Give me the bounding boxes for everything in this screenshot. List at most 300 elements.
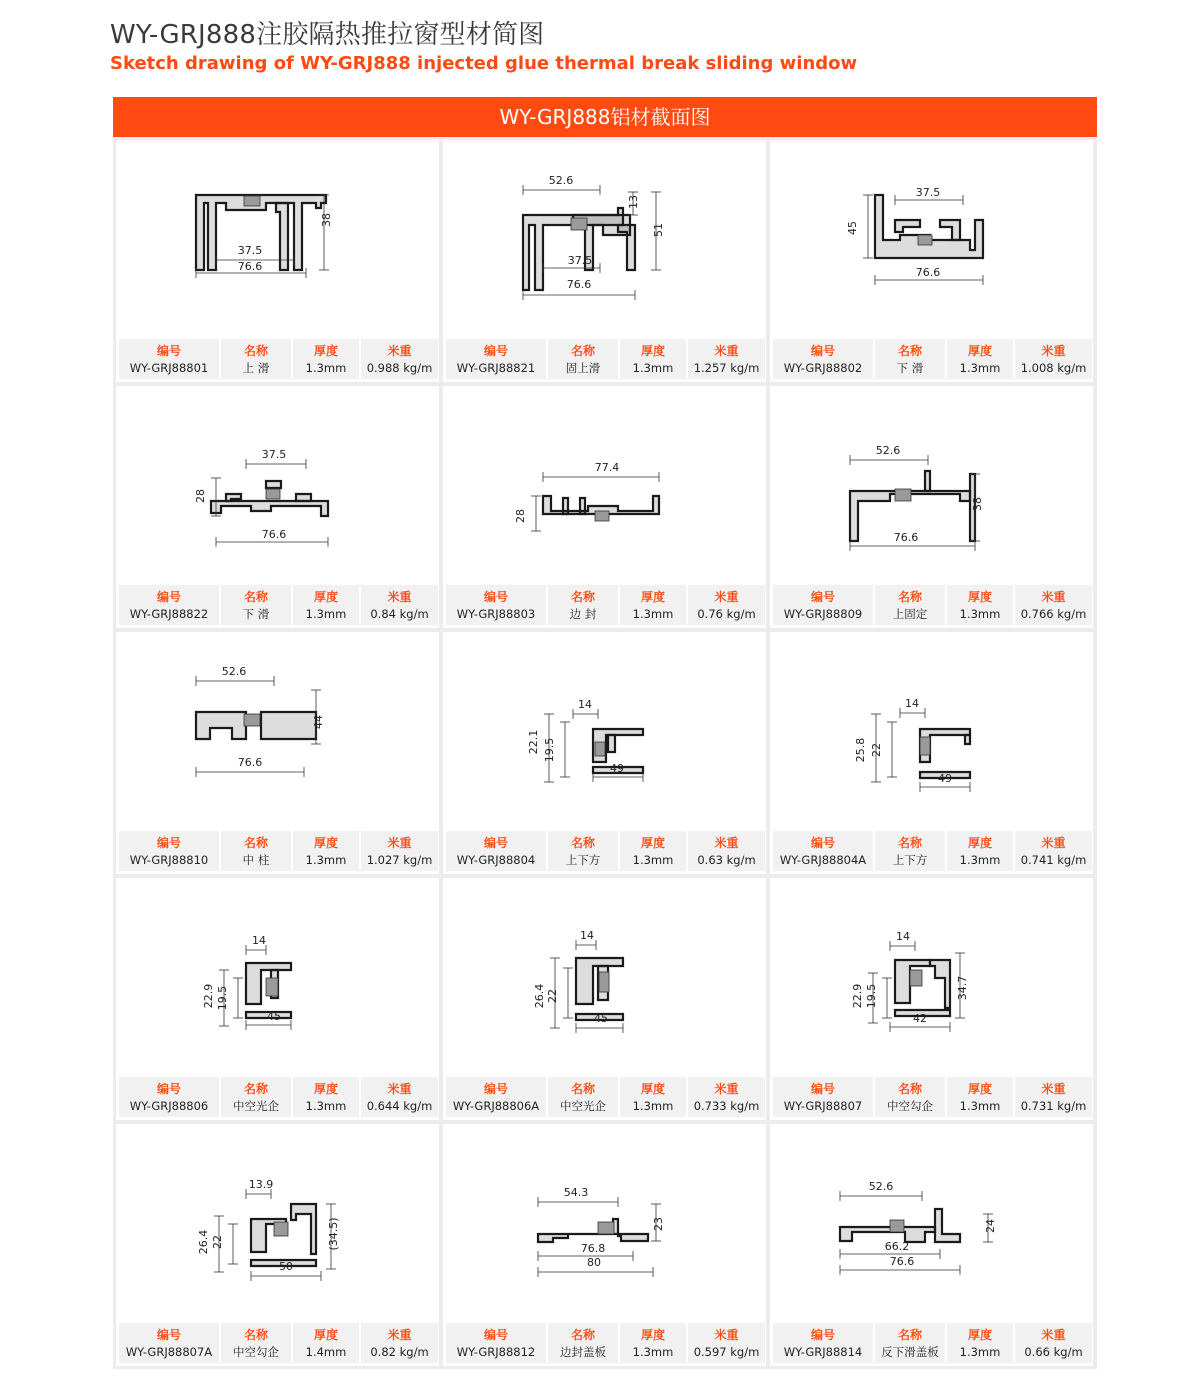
dimension-line	[196, 756, 304, 777]
spec-name	[875, 339, 945, 379]
dimension-label: 76.6	[889, 1255, 915, 1268]
dimension-label: 28	[194, 489, 207, 503]
spec-code-value: WY-GRJ88812	[456, 1345, 536, 1359]
profile-card	[116, 632, 439, 874]
dimension-label: (34.5)	[327, 1217, 340, 1251]
spec-weight-label: 米重	[714, 836, 739, 850]
dimension-label: 54.3	[563, 1186, 589, 1199]
spec-code-label: 编号	[156, 590, 181, 604]
dimension-label: 22	[546, 989, 559, 1003]
profile-section-svg	[443, 632, 766, 828]
profile-drawing	[443, 386, 766, 582]
spec-code-label: 编号	[483, 344, 508, 358]
spec-name-value: 固上滑	[565, 361, 601, 375]
spec-weight-value: 0.733 kg/m	[693, 1099, 760, 1113]
spec-name	[875, 1077, 945, 1117]
spec-name-value: 下 滑	[896, 361, 924, 375]
spec-code-value: WY-GRJ88806	[129, 1099, 209, 1113]
dimension-line	[895, 186, 963, 205]
spec-thickness	[947, 1323, 1013, 1363]
spec-weight	[361, 339, 438, 379]
dimension-line	[523, 174, 600, 195]
profile-shape	[211, 501, 328, 516]
spec-name-label: 名称	[570, 836, 595, 850]
spec-name	[548, 1323, 618, 1363]
dimension-label: 49	[610, 762, 624, 775]
insulation-strip	[920, 737, 930, 755]
dimension-label: 14	[905, 697, 919, 710]
spec-thickness-value: 1.3mm	[305, 607, 347, 621]
spec-code-value: WY-GRJ88814	[783, 1345, 863, 1359]
insulation-strip	[595, 742, 605, 756]
dimension-label: 52.6	[875, 444, 901, 457]
spec-weight-label: 米重	[387, 836, 412, 850]
dimension-label: 38	[320, 213, 333, 227]
spec-thickness-value: 1.4mm	[305, 1345, 347, 1359]
dimension-line	[216, 528, 328, 547]
dimension-label: 28	[514, 509, 527, 523]
profile-drawing	[443, 632, 766, 828]
profile-card	[116, 1124, 439, 1366]
spec-name-value: 上固定	[892, 607, 928, 621]
spec-thickness	[947, 1077, 1013, 1117]
spec-weight-label: 米重	[1041, 590, 1066, 604]
dimension-line	[955, 953, 969, 1018]
dimension-line	[875, 266, 983, 285]
spec-code-value: WY-GRJ88821	[456, 361, 536, 375]
dimension-line	[627, 192, 640, 215]
spec-thickness	[947, 585, 1013, 625]
spec-weight-label: 米重	[714, 1082, 739, 1096]
dimension-line	[211, 1224, 238, 1264]
profile-shape	[930, 960, 950, 1008]
profile-section-svg	[443, 1124, 766, 1320]
spec-thickness-label: 厚度	[967, 1328, 992, 1342]
profile-card	[770, 632, 1093, 874]
spec-name-value: 中 柱	[242, 853, 270, 867]
spec-thickness-value: 1.3mm	[305, 361, 347, 375]
dimension-line	[850, 531, 975, 551]
spec-name	[548, 339, 618, 379]
dimension-line	[651, 1204, 665, 1241]
dimension-label: 76.8	[580, 1242, 606, 1255]
profile-panel	[113, 97, 1097, 1369]
spec-weight-label: 米重	[714, 590, 739, 604]
spec-thickness-value: 1.3mm	[959, 853, 1001, 867]
profile-card	[116, 140, 439, 382]
spec-name-value: 下 滑	[242, 607, 270, 621]
spec-code-value: WY-GRJ88803	[456, 607, 536, 621]
spec-code	[773, 585, 873, 625]
spec-name-label: 名称	[243, 344, 268, 358]
dimension-label: 22	[870, 743, 883, 757]
spec-code	[446, 1077, 546, 1117]
dimension-line	[865, 978, 892, 1018]
spec-weight	[361, 831, 438, 871]
spec-name-value: 边 封	[569, 607, 597, 621]
spec-code-value: WY-GRJ88802	[783, 361, 863, 375]
dimension-line	[546, 968, 573, 1018]
dimension-label: 76.6	[237, 260, 263, 273]
dimension-label: 13	[627, 195, 640, 209]
dimension-label: 37.5	[915, 186, 941, 199]
profile-drawing	[770, 386, 1093, 582]
profile-section-svg	[116, 632, 439, 828]
dimension-line	[246, 934, 266, 955]
spec-table	[446, 339, 763, 379]
spec-weight-value: 0.741 kg/m	[1020, 853, 1087, 867]
spec-name-value: 边封盖板	[560, 1345, 606, 1359]
spec-weight	[361, 1077, 438, 1117]
spec-weight	[688, 1323, 765, 1363]
profile-shape	[261, 712, 316, 739]
insulation-strip	[244, 196, 260, 206]
profile-drawing	[770, 878, 1093, 1074]
spec-weight-value: 0.597 kg/m	[693, 1345, 760, 1359]
spec-table	[119, 831, 436, 871]
spec-thickness-value: 1.3mm	[959, 1345, 1001, 1359]
dimension-line	[538, 1242, 633, 1261]
spec-weight-value: 0.731 kg/m	[1020, 1099, 1087, 1113]
profile-card	[770, 386, 1093, 628]
dimension-line	[246, 1178, 273, 1199]
spec-name-value: 上下方	[892, 853, 928, 867]
spec-thickness-label: 厚度	[313, 590, 338, 604]
spec-weight-value: 0.988 kg/m	[366, 361, 433, 375]
spec-name	[221, 831, 291, 871]
profile-section-svg	[116, 386, 439, 582]
spec-code-label: 编号	[483, 1082, 508, 1096]
spec-code-label: 编号	[810, 590, 835, 604]
dimension-label: 76.6	[237, 756, 263, 769]
dimension-line	[514, 496, 541, 531]
dimension-line	[538, 1256, 653, 1277]
spec-weight-label: 米重	[387, 344, 412, 358]
spec-table	[446, 1323, 763, 1363]
dimension-label: 45	[267, 1010, 281, 1023]
spec-thickness-label: 厚度	[967, 590, 992, 604]
spec-name-label: 名称	[897, 344, 922, 358]
spec-code	[119, 1077, 219, 1117]
dimension-line	[538, 1186, 618, 1207]
spec-thickness-label: 厚度	[640, 344, 665, 358]
spec-code-label: 编号	[810, 1082, 835, 1096]
spec-name	[221, 1077, 291, 1117]
profile-drawing	[116, 632, 439, 828]
dimension-label: 14	[896, 930, 910, 943]
dimension-label: 80	[587, 1256, 601, 1269]
spec-weight	[361, 585, 438, 625]
spec-weight-label: 米重	[714, 344, 739, 358]
spec-table	[446, 1077, 763, 1117]
spec-thickness	[620, 1077, 686, 1117]
spec-thickness-label: 厚度	[967, 344, 992, 358]
dimension-label: 26.4	[197, 1229, 210, 1255]
spec-code	[773, 1077, 873, 1117]
dimension-label: 76.6	[566, 278, 592, 291]
dimension-label: 77.4	[594, 461, 620, 474]
spec-code	[446, 831, 546, 871]
spec-table	[773, 1077, 1090, 1117]
dimension-label: 76.6	[915, 266, 941, 279]
profile-card	[443, 140, 766, 382]
dimension-label: 22.1	[527, 729, 540, 755]
spec-code-label: 编号	[156, 344, 181, 358]
spec-name	[875, 831, 945, 871]
profile-card	[443, 632, 766, 874]
dimension-label: 34.7	[956, 975, 969, 1001]
spec-weight-value: 0.766 kg/m	[1020, 607, 1087, 621]
spec-code-value: WY-GRJ88804A	[779, 853, 867, 867]
dimension-label: 19.5	[865, 983, 878, 1009]
dimension-label: 14	[580, 929, 594, 942]
profile-shape	[875, 195, 983, 258]
dimension-label: 37.5	[261, 448, 287, 461]
spec-weight-value: 0.84 kg/m	[370, 607, 429, 621]
dimension-line	[573, 698, 598, 719]
page-subtitle: Sketch drawing of WY-GRJ888 injected glue thermal break sliding window	[110, 53, 858, 74]
profile-drawing	[770, 140, 1093, 336]
spec-name-label: 名称	[243, 1328, 268, 1342]
profile-section-svg	[443, 140, 766, 336]
spec-code-label: 编号	[810, 344, 835, 358]
dimension-label: 51	[652, 223, 665, 237]
spec-thickness-value: 1.3mm	[959, 607, 1001, 621]
dimension-label: 38	[971, 497, 984, 511]
spec-table	[446, 585, 763, 625]
spec-weight	[688, 1077, 765, 1117]
spec-thickness-label: 厚度	[967, 836, 992, 850]
spec-weight-label: 米重	[1041, 1328, 1066, 1342]
dimension-label: 37.5	[237, 244, 263, 257]
spec-weight	[1015, 1077, 1092, 1117]
profile-shape	[291, 1204, 316, 1254]
spec-name	[221, 1323, 291, 1363]
spec-name-value: 反下滑盖板	[881, 1345, 939, 1359]
dimension-label: 37.5	[567, 254, 593, 267]
spec-name-label: 名称	[897, 1082, 922, 1096]
spec-name-label: 名称	[897, 836, 922, 850]
dimension-line	[846, 195, 873, 258]
dimension-label: 50	[279, 1260, 293, 1273]
spec-weight	[1015, 339, 1092, 379]
spec-code-label: 编号	[483, 1328, 508, 1342]
spec-weight-value: 1.257 kg/m	[693, 361, 760, 375]
spec-name-value: 中空勾企	[233, 1345, 279, 1359]
dimension-label: 22.9	[202, 983, 215, 1009]
dimension-label: 23	[652, 1217, 665, 1231]
profile-drawing	[116, 1124, 439, 1320]
spec-name-label: 名称	[243, 1082, 268, 1096]
spec-weight-label: 米重	[387, 1082, 412, 1096]
dimension-label: 14	[578, 698, 592, 711]
spec-thickness-label: 厚度	[640, 1082, 665, 1096]
spec-weight	[361, 1323, 438, 1363]
spec-code-label: 编号	[156, 836, 181, 850]
profile-section-svg	[770, 632, 1093, 828]
dimension-line	[326, 1204, 340, 1269]
spec-thickness	[293, 831, 359, 871]
dimension-line	[576, 929, 596, 950]
spec-name-label: 名称	[570, 344, 595, 358]
dimension-label: 45	[594, 1012, 608, 1025]
dimension-label: 76.6	[893, 531, 919, 544]
spec-table	[446, 831, 763, 871]
dimension-label: 45	[846, 221, 859, 235]
spec-code-value: WY-GRJ88806A	[452, 1099, 540, 1113]
profile-section-svg	[770, 878, 1093, 1074]
spec-thickness-value: 1.3mm	[305, 1099, 347, 1113]
section-banner: WY-GRJ888铝材截面图	[113, 97, 1097, 137]
insulation-strip	[244, 714, 260, 726]
spec-code-label: 编号	[810, 836, 835, 850]
insulation-strip	[895, 489, 911, 501]
dimension-label: 52.6	[221, 665, 247, 678]
dimension-label: 22.9	[851, 983, 864, 1009]
profile-section-svg	[770, 1124, 1093, 1320]
profile-drawing	[116, 140, 439, 336]
spec-name	[548, 1077, 618, 1117]
insulation-strip	[595, 511, 609, 521]
spec-weight	[688, 831, 765, 871]
dimension-line	[543, 461, 659, 482]
profile-section-svg	[770, 386, 1093, 582]
spec-code-value: WY-GRJ88807A	[125, 1345, 213, 1359]
dimension-line	[246, 448, 306, 469]
dimension-line	[890, 930, 915, 951]
profile-section-svg	[116, 1124, 439, 1320]
spec-thickness-label: 厚度	[313, 1328, 338, 1342]
insulation-strip	[890, 1220, 904, 1232]
dimension-line	[840, 1255, 960, 1275]
spec-thickness-value: 1.3mm	[632, 607, 674, 621]
profile-card	[443, 1124, 766, 1366]
spec-code-label: 编号	[156, 1328, 181, 1342]
profile-section-svg	[443, 386, 766, 582]
spec-weight-value: 0.644 kg/m	[366, 1099, 433, 1113]
insulation-strip	[598, 1222, 614, 1234]
dimension-label: 52.6	[548, 174, 574, 187]
dimension-line	[651, 192, 665, 270]
spec-weight-value: 0.63 kg/m	[697, 853, 756, 867]
spec-weight-value: 1.008 kg/m	[1020, 361, 1087, 375]
profile-drawing	[116, 878, 439, 1074]
profile-shape	[196, 712, 246, 739]
dimension-line	[840, 1180, 922, 1201]
spec-weight-label: 米重	[1041, 836, 1066, 850]
spec-thickness	[620, 585, 686, 625]
dimension-label: 19.5	[216, 985, 229, 1011]
spec-thickness-value: 1.3mm	[632, 1345, 674, 1359]
insulation-strip	[266, 978, 278, 996]
spec-name-value: 中空光企	[560, 1099, 606, 1113]
spec-thickness-value: 1.3mm	[305, 853, 347, 867]
spec-table	[773, 585, 1090, 625]
spec-name	[221, 339, 291, 379]
profile-drawing	[443, 140, 766, 336]
dimension-label: 44	[312, 715, 325, 729]
spec-weight	[688, 339, 765, 379]
profile-card	[770, 1124, 1093, 1366]
spec-code	[446, 585, 546, 625]
dimension-label: 66.2	[884, 1240, 910, 1253]
spec-name	[548, 585, 618, 625]
spec-thickness-value: 1.3mm	[959, 1099, 1001, 1113]
insulation-strip	[571, 218, 587, 230]
spec-thickness	[293, 1323, 359, 1363]
spec-name-value: 中空勾企	[887, 1099, 933, 1113]
spec-code	[773, 339, 873, 379]
spec-name-label: 名称	[243, 836, 268, 850]
spec-thickness	[620, 831, 686, 871]
profile-grid	[116, 140, 1094, 1366]
spec-weight-value: 1.027 kg/m	[366, 853, 433, 867]
spec-code	[119, 339, 219, 379]
spec-table	[119, 585, 436, 625]
spec-code-value: WY-GRJ88801	[129, 361, 209, 375]
spec-code-label: 编号	[483, 590, 508, 604]
dimension-line	[216, 978, 243, 1018]
spec-weight-label: 米重	[1041, 1082, 1066, 1096]
spec-thickness	[293, 339, 359, 379]
spec-weight	[688, 585, 765, 625]
insulation-strip	[910, 970, 922, 986]
spec-name-label: 名称	[570, 590, 595, 604]
spec-weight	[1015, 831, 1092, 871]
spec-name	[875, 1323, 945, 1363]
spec-table	[773, 339, 1090, 379]
spec-table	[773, 1323, 1090, 1363]
insulation-strip	[266, 489, 280, 499]
profile-drawing	[770, 1124, 1093, 1320]
spec-thickness-label: 厚度	[313, 1082, 338, 1096]
insulation-strip	[918, 235, 932, 245]
spec-weight-value: 0.66 kg/m	[1024, 1345, 1083, 1359]
spec-code-value: WY-GRJ88804	[456, 853, 536, 867]
dimension-label: 42	[913, 1012, 927, 1025]
spec-code-label: 编号	[810, 1328, 835, 1342]
spec-name-label: 名称	[570, 1082, 595, 1096]
spec-thickness	[293, 585, 359, 625]
profile-drawing	[443, 1124, 766, 1320]
profile-section-svg	[116, 878, 439, 1074]
spec-name-label: 名称	[570, 1328, 595, 1342]
spec-code-label: 编号	[483, 836, 508, 850]
spec-name-label: 名称	[897, 1328, 922, 1342]
spec-code-label: 编号	[156, 1082, 181, 1096]
spec-code-value: WY-GRJ88809	[783, 607, 863, 621]
spec-code	[773, 831, 873, 871]
insulation-strip	[599, 972, 609, 992]
spec-thickness-label: 厚度	[640, 590, 665, 604]
spec-thickness	[293, 1077, 359, 1117]
dimension-label: 19.5	[543, 737, 556, 763]
spec-code	[119, 1323, 219, 1363]
dimension-label: 76.6	[261, 528, 287, 541]
spec-weight-label: 米重	[1041, 344, 1066, 358]
dimension-line	[983, 1214, 997, 1242]
spec-name-label: 名称	[243, 590, 268, 604]
spec-weight-value: 0.82 kg/m	[370, 1345, 429, 1359]
spec-thickness	[620, 1323, 686, 1363]
profile-drawing	[116, 386, 439, 582]
profile-shape	[935, 1209, 960, 1242]
spec-code-value: WY-GRJ88810	[129, 853, 209, 867]
dimension-label: 22	[211, 1235, 224, 1249]
spec-name-value: 上下方	[565, 853, 601, 867]
profile-section-svg	[770, 140, 1093, 336]
profile-section-svg	[116, 140, 439, 336]
